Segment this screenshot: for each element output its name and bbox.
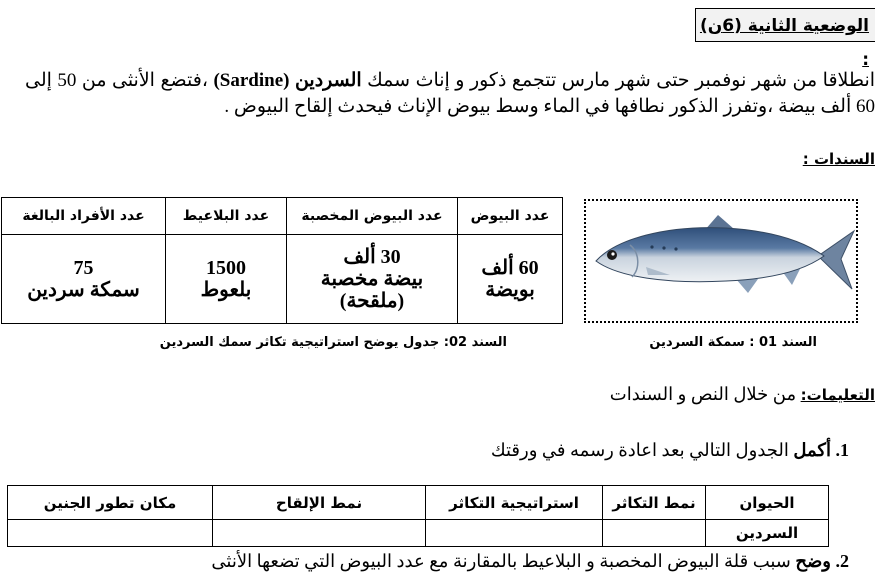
reproduction-data-table: [1, 197, 563, 324]
instructions-text: من خلال النص و السندات: [609, 384, 801, 404]
cell-adults-value: 75: [73, 257, 94, 279]
q1-text: الجدول التالي بعد اعادة رسمه في ورقتك: [490, 440, 794, 460]
question-2: [211, 551, 849, 572]
answer-cell-fertilization[interactable]: [213, 520, 426, 547]
cell-larvae-value: 1500: [206, 257, 246, 279]
cell-eggs-value: 60 ألف: [481, 257, 539, 279]
species-name: السردين (Sardine): [213, 70, 362, 91]
cell-fertilized-value: 30 ألف: [343, 246, 401, 268]
cell-eggs: [458, 235, 563, 324]
q2-number: 2.: [835, 551, 849, 571]
answer-header-reproduction-type: نمط التكاثر: [603, 486, 706, 520]
header-eggs: عدد البيوض: [458, 198, 563, 235]
question-1: [491, 440, 849, 461]
q2-text: سبب قلة البيوض المخصبة و البلاعيط بالمقارنة مع عدد البيوض التي تضعها الأنثى: [211, 551, 796, 571]
answer-cell-reproduction-type[interactable]: [603, 520, 706, 547]
cell-larvae: [166, 235, 287, 324]
heading-text: الوضعية الثانية (6ن) :: [699, 16, 869, 70]
q1-number: 1.: [835, 440, 849, 460]
answer-header-fertilization: نمط الإلقاح: [213, 486, 426, 520]
paragraph-part1: انطلاقا من شهر نوفمبر حتى شهر مارس تتجمع ذكور و إناث سمك: [361, 70, 876, 91]
cell-larvae-unit: بلعوط: [200, 279, 252, 301]
answer-cell-strategy[interactable]: [426, 520, 603, 547]
q1-verb: أكمل: [793, 440, 831, 460]
caption-doc1: السند 01 : سمكة السردين: [649, 335, 817, 350]
cell-adults-unit: سمكة سردين: [27, 279, 140, 301]
documents-title: السندات :: [802, 150, 875, 168]
answer-cell-embryo-location[interactable]: [8, 520, 213, 547]
sardine-fish-icon: [586, 201, 856, 321]
page-heading: [695, 8, 875, 70]
cell-fertilized-unit: بيضة مخصبة (ملقحة): [320, 268, 424, 312]
answer-header-strategy: استراتيجية التكاثر: [426, 486, 603, 520]
header-fertilized-eggs: عدد البيوض المخصبة: [287, 198, 458, 235]
caption-doc2: السند 02: جدول يوضح استراتيجية تكاثر سمك السردين: [159, 335, 507, 350]
q2-verb: وضح: [795, 551, 831, 571]
instructions-label: التعليمات:: [800, 386, 875, 404]
paragraph-part2: ،فتضع الأنثى من 50 إلى 60 ألف بيضة ،وتفرز الذكور نطافها في الماء وسط بيوض الإناث فيحدث إلقاح البيوض .: [25, 70, 875, 117]
cell-fertilized-eggs: [287, 235, 458, 324]
header-larvae: عدد البلاعيط: [166, 198, 287, 235]
answer-cell-animal: السردين: [706, 520, 829, 547]
cell-eggs-unit: بويضة: [485, 279, 535, 301]
cell-adults: [2, 235, 166, 324]
fish-image-frame: [584, 199, 858, 323]
intro-paragraph: [25, 68, 875, 120]
answer-header-animal: الحيوان: [706, 486, 829, 520]
header-adults: عدد الأفراد البالغة: [2, 198, 166, 235]
answer-header-embryo-location: مكان تطور الجنين: [8, 486, 213, 520]
answer-table: [7, 485, 829, 547]
instructions-line: [610, 384, 875, 405]
